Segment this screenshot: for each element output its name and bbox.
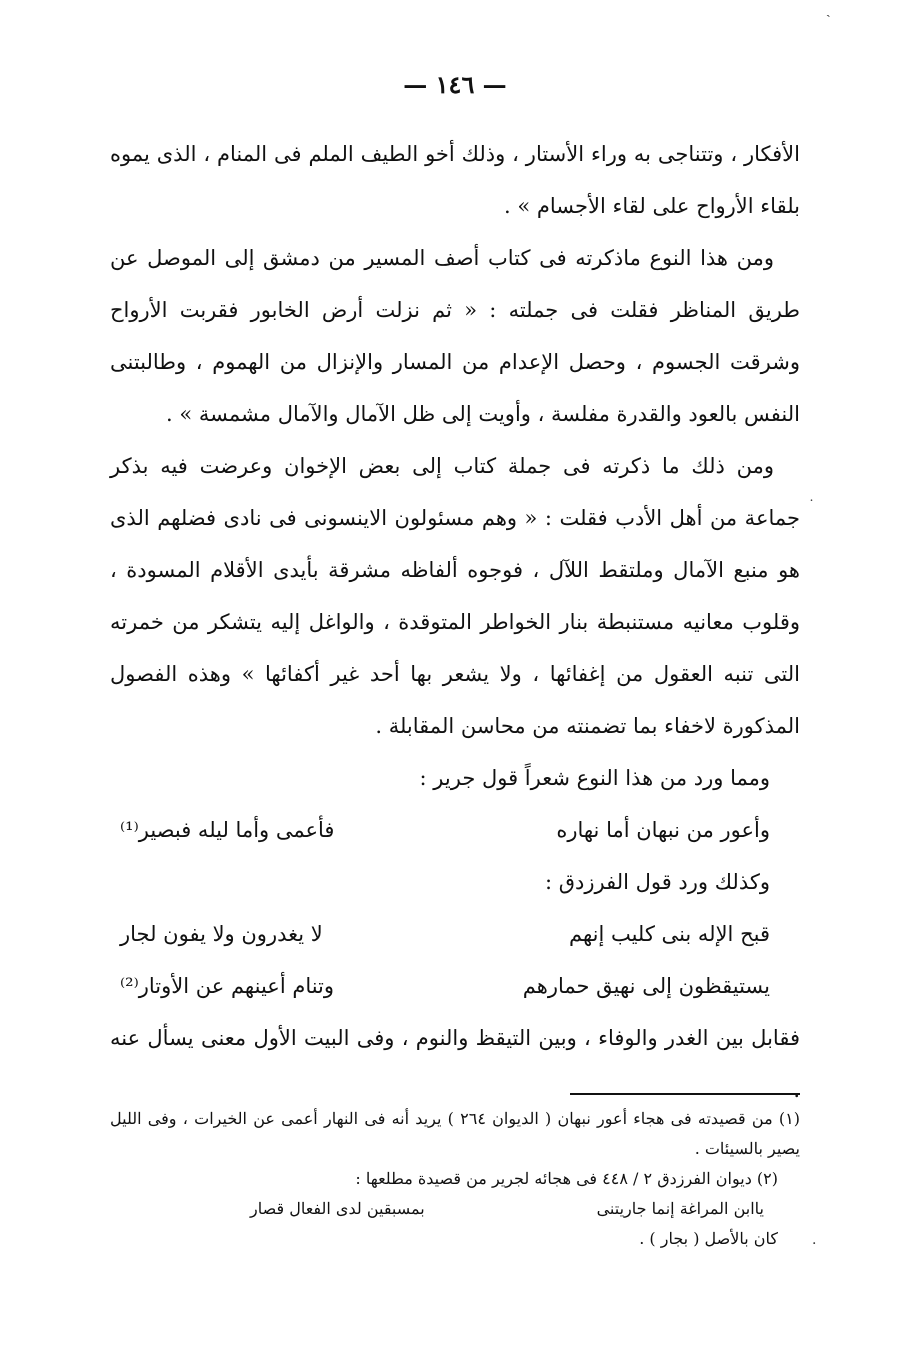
footnote-2-verse [110, 1194, 800, 1224]
paragraph-3: ومن ذلك ما ذكرته فى جملة كتاب إلى بعض الإخوان وعرضت فيه بذكر جماعة من أهل الأدب فقلت : « وهم مسئولون الاينسونى فى نادى فضلهم الذى هو منبع الآمال وملتقط اللآل ، فوجوه ألفاظه مشرقة بأيدى الأقلام المسودة ، وقلوب معانيه مستنبطة بنار الخواطر المتوقدة ، والواغل إليه يتشكر من خمرته التى تنبه العقول من إغفائها ، ولا يشعر بها أحد غير أكفائها » وهذه الفصول المذكورة لاخفاء بما تضمنته من محاسن المقابلة . [110, 454, 800, 738]
poem-2-verse-1 [110, 908, 800, 960]
scan-speck: ˙ [808, 498, 815, 514]
hemistich-1: ياابن المراغة إنما جاريتنى [596, 1199, 764, 1218]
footnotes [110, 1104, 800, 1254]
poem-2-intro: وكذلك ورد قول الفرزدق : [544, 870, 770, 894]
footnote-1: (١) من قصيدته فى هجاء أعور نبهان ( الديوان ٢٦٤ ) يريد أنه فى النهار أعمى عن الخيرات ، وفى الليل يصير بالسيئات . [110, 1109, 800, 1158]
hemistich-1: قبح الإله بنى كليب إنهم [568, 922, 770, 946]
poem-1-intro: ومما ورد من هذا النوع شعراً قول جرير : [419, 766, 770, 790]
footnote-2-note: كان بالأصل ( بجار ) . [639, 1229, 778, 1248]
hemistich-1: وأعور من نبهان أما نهاره [556, 818, 770, 842]
hemistich-2: لا يغدرون ولا يفون لجار [120, 922, 323, 946]
hemistich-2: وتنام أعينهم عن الأوتار⁽²⁾ [120, 974, 335, 998]
closing-paragraph: فقابل بين الغدر والوفاء ، وبين التيقظ والنوم ، وفى البيت الأول معنى يسأل عنه . [110, 1026, 800, 1102]
page-number: — ١٤٦ — [403, 70, 507, 99]
scan-speck: ˏ [826, 2, 831, 18]
paragraph-1: الأفكار ، وتتناجى به وراء الأستار ، وذلك أخو الطيف الملم فى المنام ، الذى يموه بلقاء الأرواح على لقاء الأجسام » . [110, 142, 800, 218]
poem-2-verse-2 [110, 960, 800, 1012]
hemistich-2: بمسبقين لدى الفعال قصار [250, 1199, 425, 1218]
footnote-2: (٢) ديوان الفرزدق ٢ / ٤٤٨ فى هجائه لجرير من قصيدة مطلعها : [355, 1169, 778, 1188]
hemistich-2: فأعمى وأما ليله فبصير⁽¹⁾ [120, 818, 335, 842]
main-text [110, 128, 800, 1116]
hemistich-1: يستيقظون إلى نهيق حمارهم [522, 974, 770, 998]
scan-speck: · [812, 1236, 817, 1252]
poem-1-verse [110, 804, 800, 856]
paragraph-2: ومن هذا النوع ماذكرته فى كتاب أصف المسير من دمشق إلى الموصل عن طريق المناظر فقلت فى جملته : « ثم نزلت أرض الخابور فقربت الأرواح وشرقت الجسوم ، وحصل الإعدام من المسار والإنزال من الهموم ، وطالبتنى النفس بالعود والقدرة مفلسة ، وأويت إلى ظل الآمال والآمال مشمسة » . [110, 246, 800, 426]
footnote-divider [570, 1093, 800, 1095]
